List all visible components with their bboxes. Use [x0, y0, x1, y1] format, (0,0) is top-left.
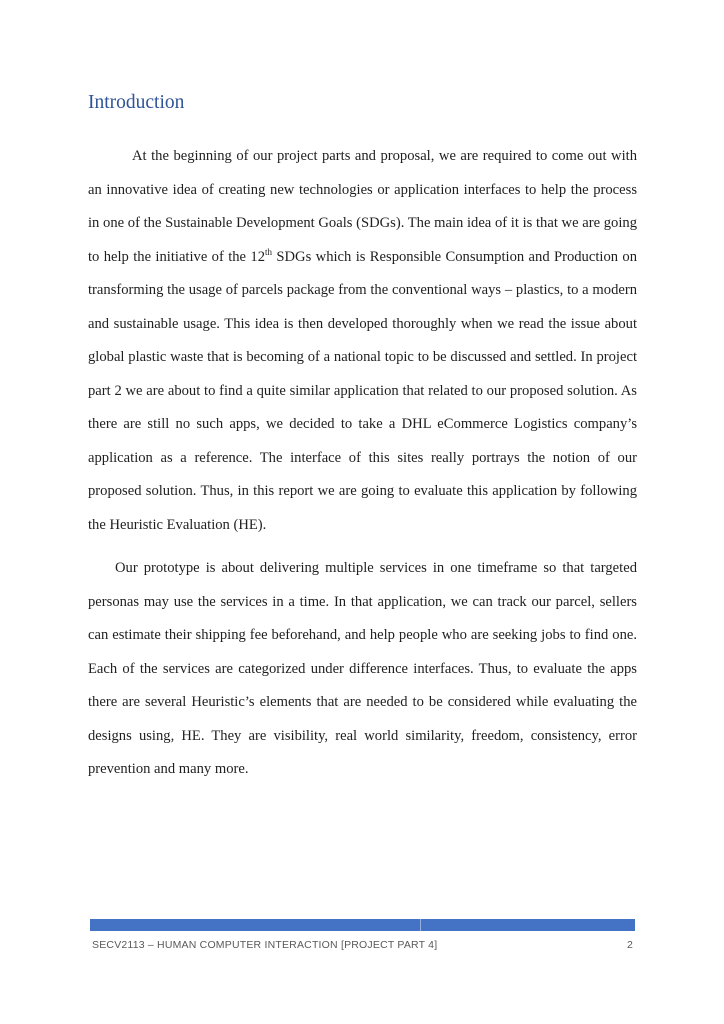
document-body	[88, 90, 637, 787]
footer-accent-bar-left-segment	[90, 919, 420, 931]
footer-accent-bar	[90, 919, 635, 931]
footer-text-row	[92, 939, 633, 951]
paragraph-intro-1: At the beginning of our project parts and proposal, we are required to come out with an innovative idea of creating new technologies or application interfaces to help the process in one of the Sustainable Development Goals (SDGs). The main idea of it is that we are going to help the initiative of the 12th SDGs which is Responsible Consumption and Production on transforming the usage of parcels package from the conventional ways – plastics, to a modern and sustainable usage. This idea is then developed thoroughly when we read the issue about global plastic waste that is becoming of a national topic to be discussed and settled. In project part 2 we are about to find a quite similar application that related to our proposed solution. As there are still no such apps, we decided to take a DHL eCommerce Logistics company’s application as a reference. The interface of this sites really portrays the notion of our proposed solution. Thus, in this report we are going to evaluate this application by following the Heuristic Evaluation (HE).	[88, 148, 638, 533]
footer-course-label: SECV2113 – HUMAN COMPUTER INTERACTION [PROJECT PART 4]	[92, 939, 438, 951]
paragraph-intro-2: Our prototype is about delivering multiple services in one timeframe so that targeted personas may use the services in a time. In that application, we can track our parcel, sellers can estimate their shipping fee beforehand, and help people who are seeking jobs to find one. Each of the services are categorized under difference interfaces. Thus, to evaluate the apps there are several Heuristic’s elements that are needed to be considered while evaluating the designs using, HE. They are visibility, real world similarity, freedom, consistency, error prevention and many more.	[88, 560, 637, 777]
page-title: Introduction	[88, 92, 185, 113]
page-number: 2	[626, 939, 633, 951]
footer-accent-bar-right-segment	[420, 919, 635, 931]
